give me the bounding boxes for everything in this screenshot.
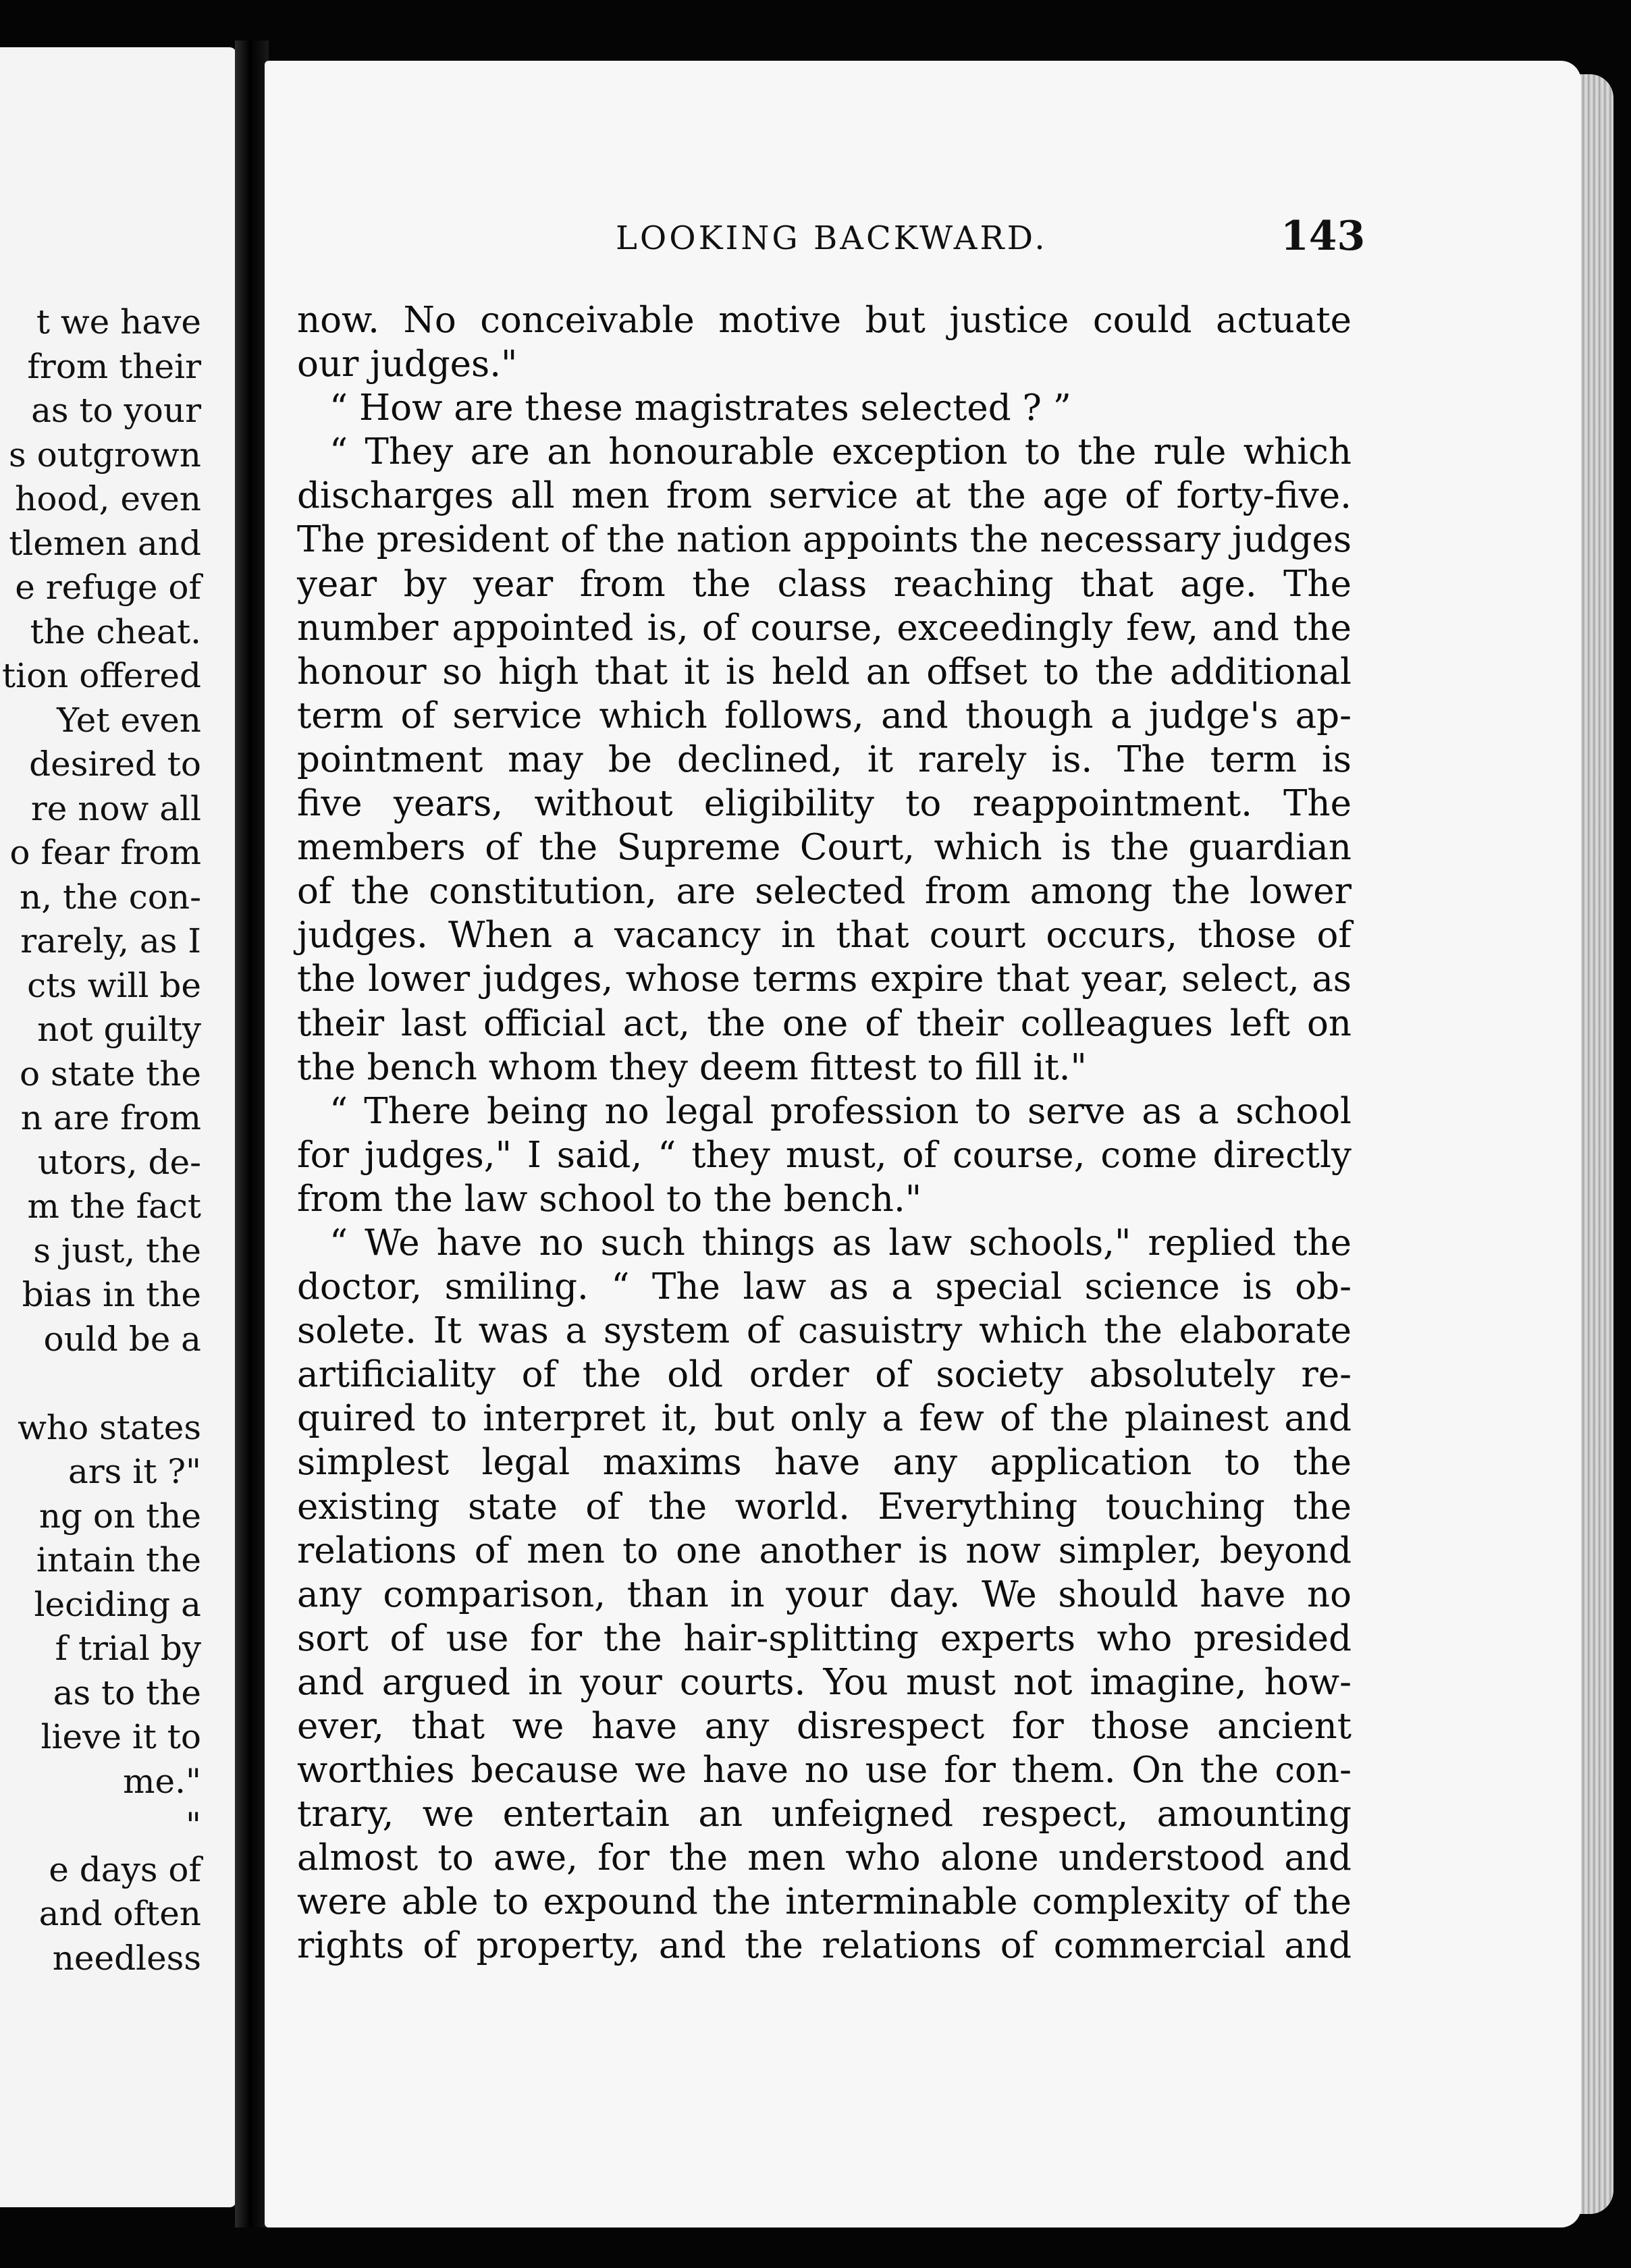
text-line: judges. When a vacancy in that court occurs, those of [297, 915, 1352, 956]
page-header [265, 213, 1581, 267]
left-page-line: bias in the [22, 1275, 201, 1314]
text-line: rights of property, and the relations of commercial and [297, 1925, 1352, 1967]
text-line: “ We have no such things as law schools," replied the [329, 1222, 1352, 1264]
text-line: sort of use for the hair-splitting experts who presided [297, 1617, 1352, 1659]
text-line: the bench whom they deem fittest to fill it." [297, 1046, 1087, 1088]
text-line: existing state of the world. Everything touching the [297, 1486, 1352, 1528]
text-line: ever, that we have any disrespect for those ancient [297, 1706, 1352, 1747]
text-line: discharges all men from service at the age of forty-five. [297, 475, 1352, 517]
left-page-line: cts will be [27, 965, 201, 1005]
left-page-line: as to the [53, 1673, 201, 1712]
book-gutter [235, 40, 269, 2228]
text-line: our judges." [297, 344, 518, 385]
left-page-line: n are from [20, 1098, 201, 1137]
left-page-line: not guilty [37, 1010, 201, 1049]
right-page [265, 61, 1581, 2228]
text-line: members of the Supreme Court, which is the guardian [297, 827, 1352, 869]
text-line: of the constitution, are selected from among the lower [297, 871, 1352, 913]
text-line: worthies because we have no use for them. On the con- [297, 1750, 1352, 1791]
text-line: year by year from the class reaching that age. The [297, 563, 1352, 605]
left-page-line: leciding a [34, 1584, 201, 1624]
body-text [297, 298, 1352, 1968]
left-page-line: the cheat. [30, 612, 201, 651]
text-line: The president of the nation appoints the necessary judges [297, 519, 1352, 561]
left-page-line: tlemen and [9, 523, 201, 563]
text-line: simplest legal maxims have any application to the [297, 1442, 1352, 1484]
left-page-line: e refuge of [15, 568, 201, 607]
text-line: trary, we entertain an unfeigned respect, amounting [297, 1793, 1352, 1835]
text-line: pointment may be declined, it rarely is. The term is [297, 738, 1352, 780]
text-line: honour so high that it is held an offset to the additional [297, 651, 1352, 693]
text-line: “ How are these magistrates selected ? ” [329, 387, 1071, 429]
text-line: for judges," I said, “ they must, of course, come directly [297, 1134, 1352, 1176]
left-page-line: re now all [30, 788, 201, 828]
left-page-line: and often [38, 1894, 201, 1933]
left-page-line: Yet even [57, 700, 201, 740]
text-line: quired to interpret it, but only a few of the plainest and [297, 1398, 1352, 1440]
left-page-line: s outgrown [9, 435, 201, 475]
left-page-line: ars it ?" [68, 1452, 201, 1491]
text-line: doctor, smiling. “ The law as a special science is ob- [297, 1266, 1352, 1308]
left-page-line: o fear from [9, 833, 201, 872]
left-page-line: tion offered [2, 656, 201, 695]
left-page-line: hood, even [15, 479, 201, 518]
left-page-line: n, the con- [20, 877, 201, 917]
left-page-line: f trial by [55, 1629, 201, 1668]
left-page-line: desired to [29, 745, 201, 784]
left-page-line: who states [18, 1407, 201, 1447]
left-page-line: e days of [49, 1850, 201, 1889]
text-line: relations of men to one another is now simpler, beyond [297, 1530, 1352, 1571]
text-line: any comparison, than in your day. We should have no [297, 1573, 1352, 1615]
left-page-line: m the fact [27, 1187, 201, 1226]
left-page-line: rarely, as I [20, 921, 201, 961]
text-line: number appointed is, of course, exceedingly few, and the [297, 607, 1352, 649]
page-number: 143 [1281, 213, 1366, 260]
text-line: term of service which follows, and though a judge's ap- [297, 695, 1352, 736]
text-line: five years, without eligibility to reappointment. The [297, 783, 1352, 825]
left-page-line: utors, de- [37, 1142, 201, 1182]
left-page-text [0, 300, 236, 1980]
left-page-line: as to your [31, 391, 201, 430]
text-line: from the law school to the bench." [297, 1178, 922, 1220]
left-page-line: from their [27, 346, 201, 386]
text-line: almost to awe, for the men who alone understood and [297, 1837, 1352, 1879]
left-page-line: ng on the [38, 1496, 201, 1536]
text-line: artificiality of the old order of society absolutely re- [297, 1354, 1352, 1396]
left-page-line: intain the [36, 1540, 201, 1580]
left-page-line: me." [123, 1761, 201, 1801]
text-line: “ There being no legal profession to serve as a school [329, 1090, 1352, 1132]
left-page-line: s just, the [33, 1231, 201, 1270]
left-page-line: " [186, 1806, 201, 1845]
text-line: “ They are an honourable exception to the rule which [329, 431, 1352, 473]
left-page-line: ould be a [43, 1319, 201, 1359]
running-title: LOOKING BACKWARD. [616, 219, 1048, 257]
text-line: now. No conceivable motive but justice could actuate [297, 300, 1352, 341]
text-line: were able to expound the interminable complexity of the [297, 1881, 1352, 1923]
text-line: the lower judges, whose terms expire that year, select, as [297, 959, 1352, 1000]
text-line: and argued in your courts. You must not imagine, how- [297, 1661, 1352, 1703]
text-line: solete. It was a system of casuistry which the elaborate [297, 1310, 1352, 1352]
left-page-line: lieve it to [41, 1717, 201, 1756]
left-page-line: needless [52, 1938, 201, 1978]
left-page-line: t we have [36, 302, 201, 342]
left-page-line: o state the [19, 1054, 201, 1094]
left-page-line [0, 1361, 236, 1406]
text-line: their last official act, the one of their colleagues left on [297, 1002, 1352, 1044]
left-facing-page [0, 47, 236, 2207]
